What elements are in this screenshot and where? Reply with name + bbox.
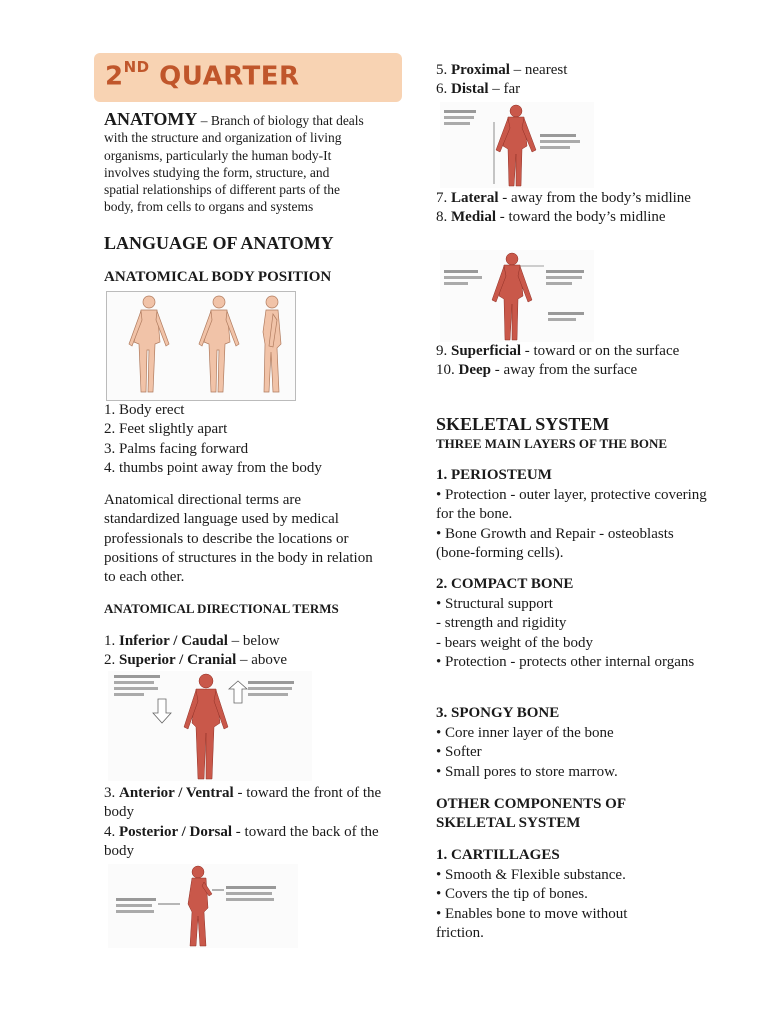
other-components-heading: OTHER COMPONENTS OF SKELETAL SYSTEM [436,796,626,832]
position-heading: ANATOMICAL BODY POSITION [104,269,332,285]
list-item: • Bone Growth and Repair - osteoblasts (bone-forming cells). [436,525,674,561]
anterior-posterior-image [108,864,298,948]
term-item: 5. Proximal – nearest [436,62,568,78]
list-item: 4. thumbs point away from the body [104,459,322,476]
cartilage-list [436,866,676,943]
term-item: 3. Anterior / Ventral - toward the front of the body [104,785,382,821]
list-item: • Enables bone to move without friction. [436,905,628,941]
inferior-superior-image [108,671,312,781]
quarter-title: 2ND QUARTER [105,58,300,92]
term-item: 9. Superficial - toward or on the surface [436,343,680,359]
list-item: • Protection - protects other internal organs [436,653,695,670]
term-item: 8. Medial - toward the body’s midline [436,209,666,226]
list-item: - strength and rigidity [436,615,567,632]
term-item: 2. Superior / Cranial – above [104,652,288,669]
list-item: • Covers the tip of bones. [436,886,588,903]
term-item: 7. Lateral - away from the body’s midline [436,190,691,206]
spongy-bone-title: 3. SPONGY BONE [436,705,560,721]
list-item: • Protection - outer layer, protective covering for the bone. [436,487,707,523]
compact-bone-list [436,595,696,672]
term-list-5 [436,342,686,381]
periosteum-title: 1. PERIOSTEUM [436,467,552,483]
position-list [104,401,404,478]
body-position-image [106,291,296,401]
term-list-1 [104,632,394,671]
term-list-2 [104,784,394,861]
term-item: 1. Inferior / Caudal – below [104,633,280,649]
list-item: • Smooth & Flexible substance. [436,867,626,883]
list-item: • Structural support [436,596,553,612]
bone-layers-heading: THREE MAIN LAYERS OF THE BONE [436,436,668,451]
term-item: 4. Posterior / Dorsal - toward the back of the body [104,823,379,859]
list-item: 3. Palms facing forward [104,440,249,457]
proximal-distal-image [440,102,594,188]
language-heading: LANGUAGE OF ANATOMY [104,233,334,253]
directional-intro: Anatomical directional terms are standardized language used by medical professionals to describe the locations or positions of structures in the body in relation to each other. [104,492,373,586]
periosteum-list [436,486,716,563]
quarter-banner [94,53,402,102]
list-item: - bears weight of the body [436,634,594,651]
list-item: • Softer [436,744,482,761]
list-item: • Small pores to store marrow. [436,763,618,780]
skeletal-heading: SKELETAL SYSTEM [436,414,610,434]
list-item: 2. Feet slightly apart [104,421,228,438]
list-item: • Core inner layer of the bone [436,725,614,741]
cartilage-title: 1. CARTILLAGES [436,847,560,863]
lateral-medial-image [440,250,594,342]
directional-heading: ANATOMICAL DIRECTIONAL TERMS [104,601,339,616]
anatomy-definition: ANATOMY – Branch of biology that deals with the structure and organization of living organisms, particularly the human body-It involves studying the form, structure, and spatial relationships of different parts of the body, from cells to organs and systems [104,109,364,215]
term-item: 6. Distal – far [436,81,521,98]
list-item: 1. Body erect [104,402,185,418]
compact-bone-title: 2. COMPACT BONE [436,576,574,592]
term-list-4 [436,189,696,228]
spongy-bone-list [436,724,716,782]
term-item: 10. Deep - away from the surface [436,362,638,379]
term-list-3 [436,61,736,100]
